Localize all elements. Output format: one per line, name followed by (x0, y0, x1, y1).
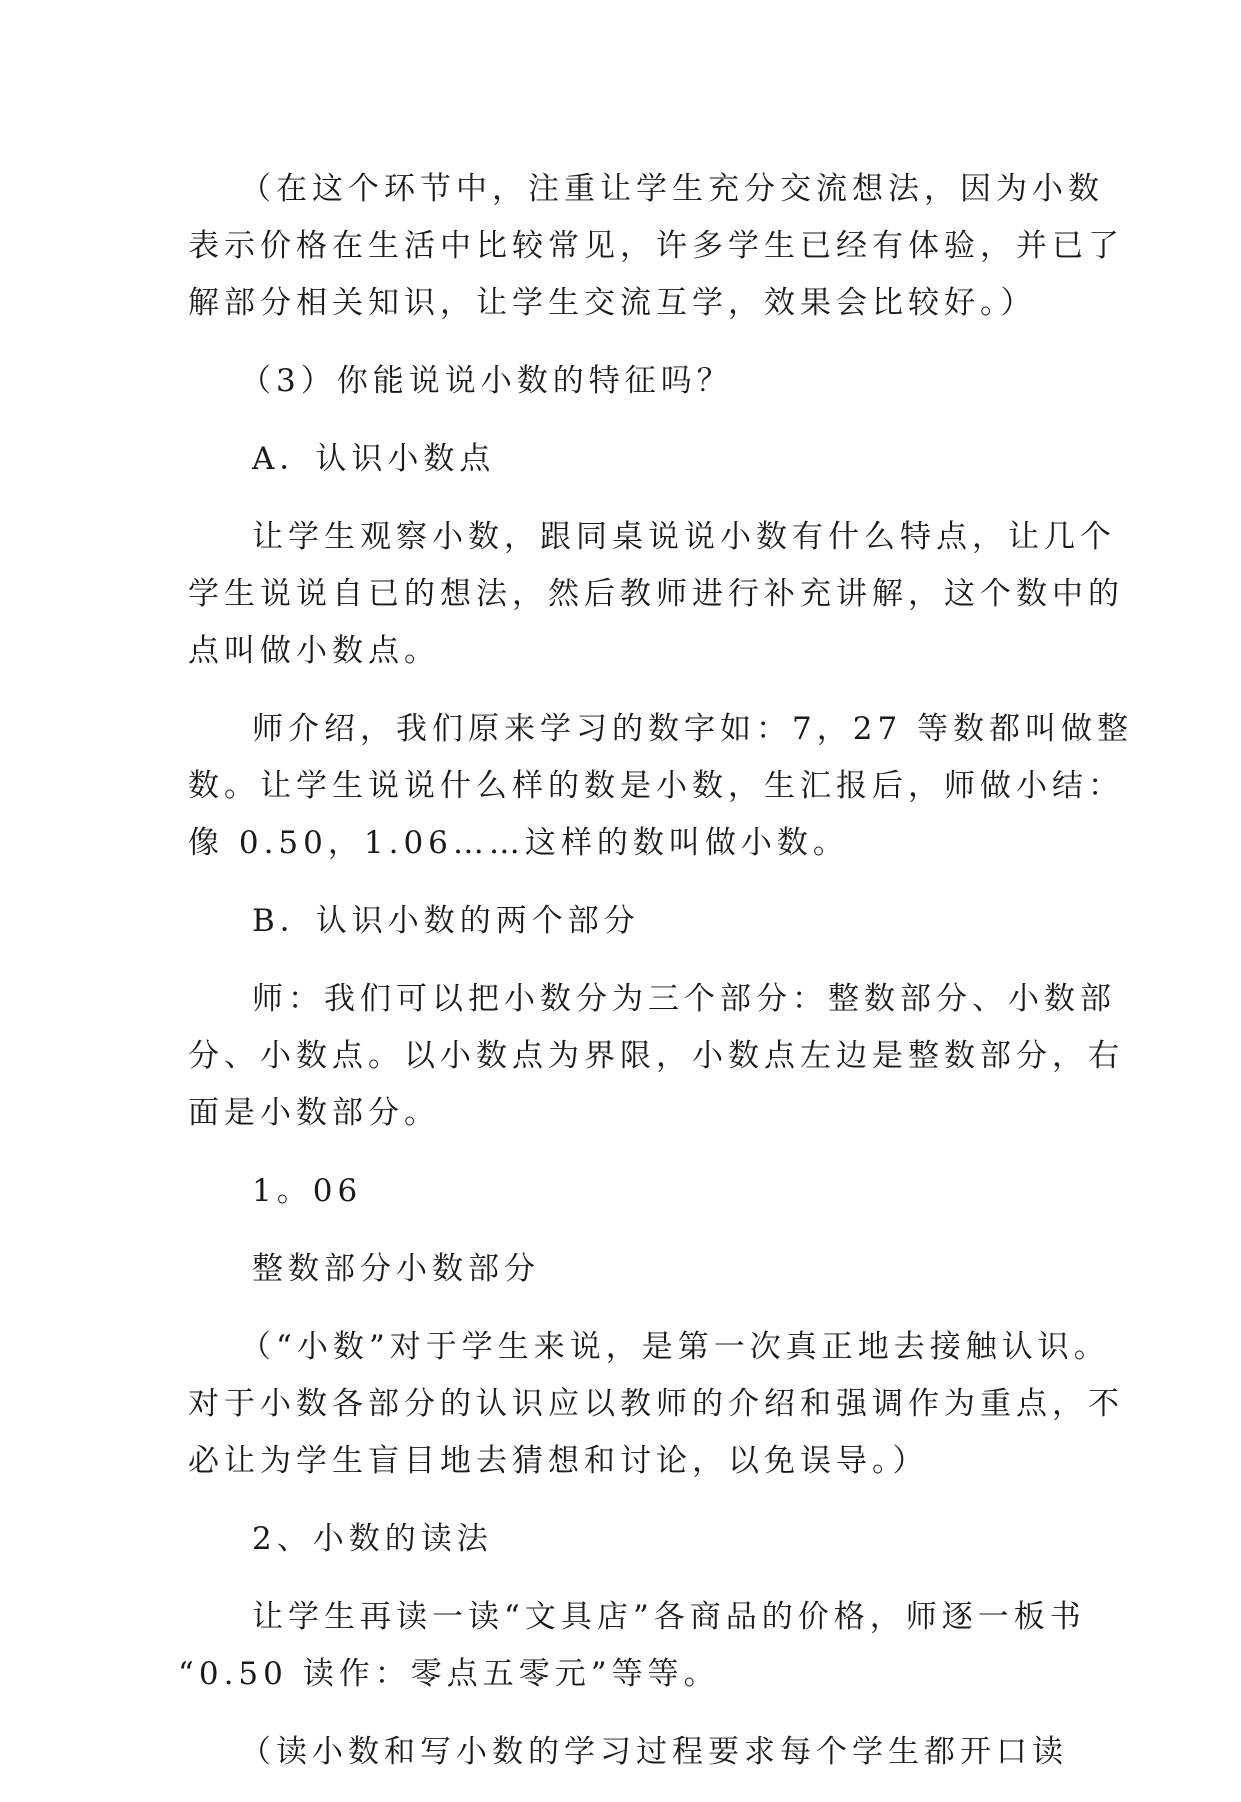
text-line: 师：我们可以把小数分为三个部分：整数部分、小数部 (252, 981, 1116, 1017)
text-line: 数。让学生说说什么样的数是小数，生汇报后，师做小结： (188, 768, 1124, 804)
text-line: 1。06 (252, 1173, 363, 1209)
paragraph-parts (188, 971, 1124, 1142)
text-line: 对于小数各部分的认识应以教师的介绍和强调作为重点，不 (188, 1386, 1124, 1422)
text-line: 整数部分小数部分 (252, 1251, 540, 1287)
text-line: “0.50 读作：零点五零元”等等。 (178, 1656, 720, 1692)
text-line: 必让为学生盲目地去猜想和讨论，以免误导。） (188, 1443, 929, 1479)
example-number (188, 1163, 1050, 1220)
text-line: 表示价格在生活中比较常见，许多学生已经有体验，并已了 (188, 228, 1124, 264)
text-line: B．认识小数的两个部分 (252, 903, 640, 939)
text-line: （读小数和写小数的学习过程要求每个学生都开口读 (240, 1734, 1068, 1770)
heading-reading (188, 1511, 1050, 1568)
document-body (178, 161, 1134, 1802)
text-line: 让学生再读一读“文具店”各商品的价格，师逐一板书 (252, 1599, 1086, 1635)
example-labels (188, 1241, 1050, 1298)
text-line: 解部分相关知识，让学生交流互学，效果会比较好。） (188, 285, 1037, 321)
paragraph-read-prices (178, 1589, 1086, 1703)
paragraph-design-note (188, 161, 1124, 332)
text-line: 师介绍，我们原来学习的数字如：7，27 等数都叫做整 (252, 711, 1134, 747)
text-line: （“小数”对于学生来说，是第一次真正地去接触认识。 (240, 1329, 1110, 1365)
text-line: 面是小数部分。 (188, 1095, 440, 1131)
paragraph-note-3 (188, 1724, 1068, 1781)
text-line: A．认识小数点 (252, 441, 496, 477)
heading-a (188, 431, 1050, 488)
text-line: （3）你能说说小数的特征吗？ (240, 363, 733, 399)
text-line: 2、小数的读法 (252, 1521, 493, 1557)
paragraph-introduce (188, 701, 1134, 872)
paragraph-observe (188, 509, 1124, 680)
paragraph-note-2 (188, 1319, 1124, 1490)
text-line: 分、小数点。以小数点为界限，小数点左边是整数部分，右 (188, 1038, 1124, 1074)
text-line: 像 0.50，1.06……这样的数叫做小数。 (188, 825, 849, 861)
paragraph-question-3 (188, 353, 1050, 410)
heading-b (188, 893, 1050, 950)
text-line: 让学生观察小数，跟同桌说说小数有什么特点，让几个 (252, 519, 1116, 555)
text-line: 点叫做小数点。 (188, 633, 440, 669)
text-line: （在这个环节中，注重让学生充分交流想法，因为小数 (240, 171, 1104, 207)
text-line: 学生说说自已的想法，然后教师进行补充讲解，这个数中的 (188, 576, 1124, 612)
